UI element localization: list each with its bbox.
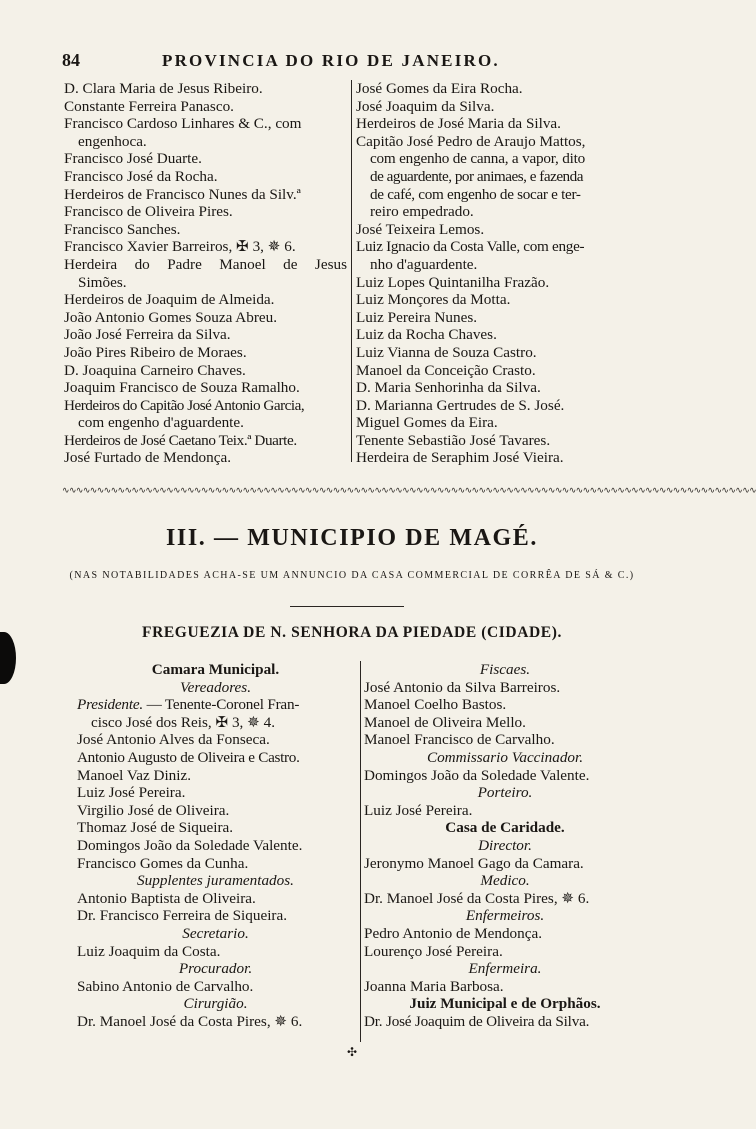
list-item: reiro empedrado. [370, 203, 474, 221]
list-item: Manoel de Oliveira Mello. [364, 713, 526, 731]
bottom-left-column [77, 661, 354, 1030]
subheading: Fiscaes. [479, 661, 531, 678]
list-item: João José Ferreira da Silva. [64, 326, 231, 344]
list-item: José Joaquim da Silva. [356, 97, 495, 115]
list-item: cisco José dos Reis, ✠ 3, ✵ 4. [91, 713, 276, 731]
list-item: de café, com engenho de socar e ter- [370, 185, 581, 203]
list-item: Luiz José Pereira. [364, 801, 473, 819]
footer-ornament: ✣ [346, 1045, 358, 1059]
list-item: Presidente. — Tenente-Coronel Fran- [77, 696, 300, 714]
list-item: Jeronymo Manoel Gago da Camara. [364, 854, 584, 872]
list-item: Thomaz José de Siqueira. [77, 819, 234, 837]
list-item: D. Joaquina Carneiro Chaves. [64, 361, 246, 379]
column-divider [351, 80, 352, 462]
list-item: Herdeira do Padre Manoel de Jesus [64, 255, 347, 273]
list-item: Domingos João da Soledade Valente. [77, 836, 303, 854]
list-item: Simões. [78, 273, 127, 291]
list-item: Virgilio José de Oliveira. [77, 801, 230, 819]
list-item: Luiz José Pereira. [77, 784, 186, 802]
list-item: Francisco José Duarte. [64, 150, 202, 168]
list-item: Sabino Antonio de Carvalho. [77, 977, 254, 995]
list-item: Dr. José Joaquim de Oliveira da Silva. [364, 1012, 590, 1030]
list-item: Francisco Xavier Barreiros, ✠ 3, ✵ 6. [64, 238, 296, 256]
list-item: Manoel Vaz Diniz. [77, 766, 192, 784]
running-title: PROVINCIA DO RIO DE JANEIRO. [162, 51, 500, 70]
list-item: Pedro Antonio de Mendonça. [364, 924, 543, 942]
list-item: João Antonio Gomes Souza Abreu. [64, 308, 278, 326]
bottom-right-column [364, 661, 646, 1030]
list-item: Luiz Ignacio da Costa Valle, com enge- [356, 238, 585, 256]
page-header [62, 50, 642, 74]
list-item: com engenho de canna, a vapor, dito [370, 150, 586, 168]
parish-heading: FREGUEZIA DE N. SENHORA DA PIEDADE (CIDADE). [142, 624, 562, 641]
subheading: Enfermeira. [468, 960, 542, 978]
list-item: Francisco José da Rocha. [64, 167, 218, 185]
list-item: Francisco Gomes da Cunha. [77, 854, 249, 872]
section-note: (NAS NOTABILIDADES ACHA-SE UM ANNUNCIO DA CASA COMMERCIAL DE CORRÊA DE SÁ & C.) [69, 570, 635, 581]
page-number: 84 [62, 50, 80, 70]
list-item: Luiz da Rocha Chaves. [356, 326, 497, 344]
subheading: Commissario Vaccinador. [426, 748, 584, 766]
list-item: Herdeiros do Capitão José Antonio Garcia, [64, 396, 305, 414]
list-item: Luiz Lopes Quintanilha Frazão. [356, 273, 550, 291]
list-item: Antonio Augusto de Oliveira e Castro. [77, 748, 300, 766]
list-item: Herdeiros de Francisco Nunes da Silv.ª [64, 185, 301, 203]
list-item-prefix: Presidente. [77, 696, 143, 714]
list-item: Herdeiros de José Caetano Teix.ª Duarte. [64, 431, 297, 449]
list-item: engenhoca. [78, 132, 147, 150]
subheading: Casa de Caridade. [445, 819, 565, 837]
list-item: Constante Ferreira Panasco. [64, 97, 234, 115]
list-item: Francisco Sanches. [64, 220, 181, 238]
list-item: Luiz Joaquim da Costa. [77, 942, 221, 960]
list-item: D. Maria Senhorinha da Silva. [356, 379, 541, 397]
subheading: Procurador. [178, 960, 253, 978]
subheading: Juiz Municipal e de Orphãos. [409, 995, 601, 1013]
list-item: Tenente Sebastião José Tavares. [356, 431, 551, 449]
list-item: Domingos João da Soledade Valente. [364, 766, 590, 784]
subheading: Vereadores. [180, 678, 251, 696]
subheading: Camara Municipal. [151, 661, 280, 678]
list-item: Manoel Coelho Bastos. [364, 696, 507, 714]
list-item: José Teixeira Lemos. [356, 220, 485, 238]
list-item: Herdeiros de José Maria da Silva. [356, 115, 561, 133]
list-item: Luiz Vianna de Souza Castro. [356, 343, 537, 361]
list-item: Dr. Manoel José da Costa Pires, ✵ 6. [77, 1012, 303, 1030]
list-item: Capitão José Pedro de Araujo Mattos, [356, 132, 586, 150]
ornamental-divider: ∿∿∿∿∿∿∿∿∿∿∿∿∿∿∿∿∿∿∿∿∿∿∿∿∿∿∿∿∿∿∿∿∿∿∿∿∿∿∿∿∿∿∿∿∿∿∿∿∿∿∿∿∿∿∿∿∿∿∿∿∿∿∿∿∿∿∿∿∿∿∿∿∿∿∿∿∿∿∿∿∿∿∿∿∿∿∿∿∿∿∿∿∿∿∿∿∿∿∿∿ [62, 486, 756, 496]
list-item: Francisco de Oliveira Pires. [64, 203, 233, 221]
subheading: Medico. [480, 872, 530, 890]
list-item: João Pires Ribeiro de Moraes. [64, 343, 247, 361]
subheading: Porteiro. [477, 784, 533, 802]
list-item: Joaquim Francisco de Souza Ramalho. [64, 379, 300, 397]
list-item: Antonio Baptista de Oliveira. [77, 889, 256, 907]
list-item: D. Clara Maria de Jesus Ribeiro. [64, 80, 263, 97]
list-item: Luiz Monçores da Motta. [356, 291, 511, 309]
subheading: Enfermeiros. [465, 907, 545, 925]
list-item: Manoel da Conceição Crasto. [356, 361, 536, 379]
list-item: de aguardente, por animaes, e fazenda [370, 167, 583, 185]
list-item: José Gomes da Eira Rocha. [356, 80, 523, 97]
top-right-column [356, 80, 646, 467]
section-title: III. — MUNICIPIO DE MAGÉ. [165, 525, 538, 551]
list-item: Lourenço José Pereira. [364, 942, 503, 960]
list-item: Miguel Gomes da Eira. [356, 414, 498, 432]
list-item: Joanna Maria Barbosa. [364, 977, 504, 995]
list-item: Dr. Francisco Ferreira de Siqueira. [77, 907, 288, 925]
horizontal-rule [290, 606, 404, 607]
list-item: José Antonio da Silva Barreiros. [364, 678, 561, 696]
list-item: José Antonio Alves da Fonseca. [77, 731, 270, 749]
subheading: Supplentes juramentados. [137, 872, 294, 890]
list-item: com engenho d'aguardente. [78, 414, 244, 432]
list-item: José Furtado de Mendonça. [64, 449, 232, 467]
top-left-column [64, 80, 347, 467]
column-divider [360, 661, 361, 1042]
list-item: Luiz Pereira Nunes. [356, 308, 478, 326]
list-item: D. Marianna Gertrudes de S. José. [356, 396, 565, 414]
subheading: Director. [478, 836, 532, 854]
list-item: Herdeira de Seraphim José Vieira. [356, 449, 564, 467]
list-item: nho d'aguardente. [370, 255, 478, 273]
list-item: Herdeiros de Joaquim de Almeida. [64, 291, 275, 309]
list-item: Francisco Cardoso Linhares & C., com [64, 115, 302, 133]
subheading: Secretario. [182, 924, 249, 942]
list-item: Dr. Manoel José da Costa Pires, ✵ 6. [364, 889, 590, 907]
list-item: Manoel Francisco de Carvalho. [364, 731, 555, 749]
subheading: Cirurgião. [183, 995, 248, 1013]
